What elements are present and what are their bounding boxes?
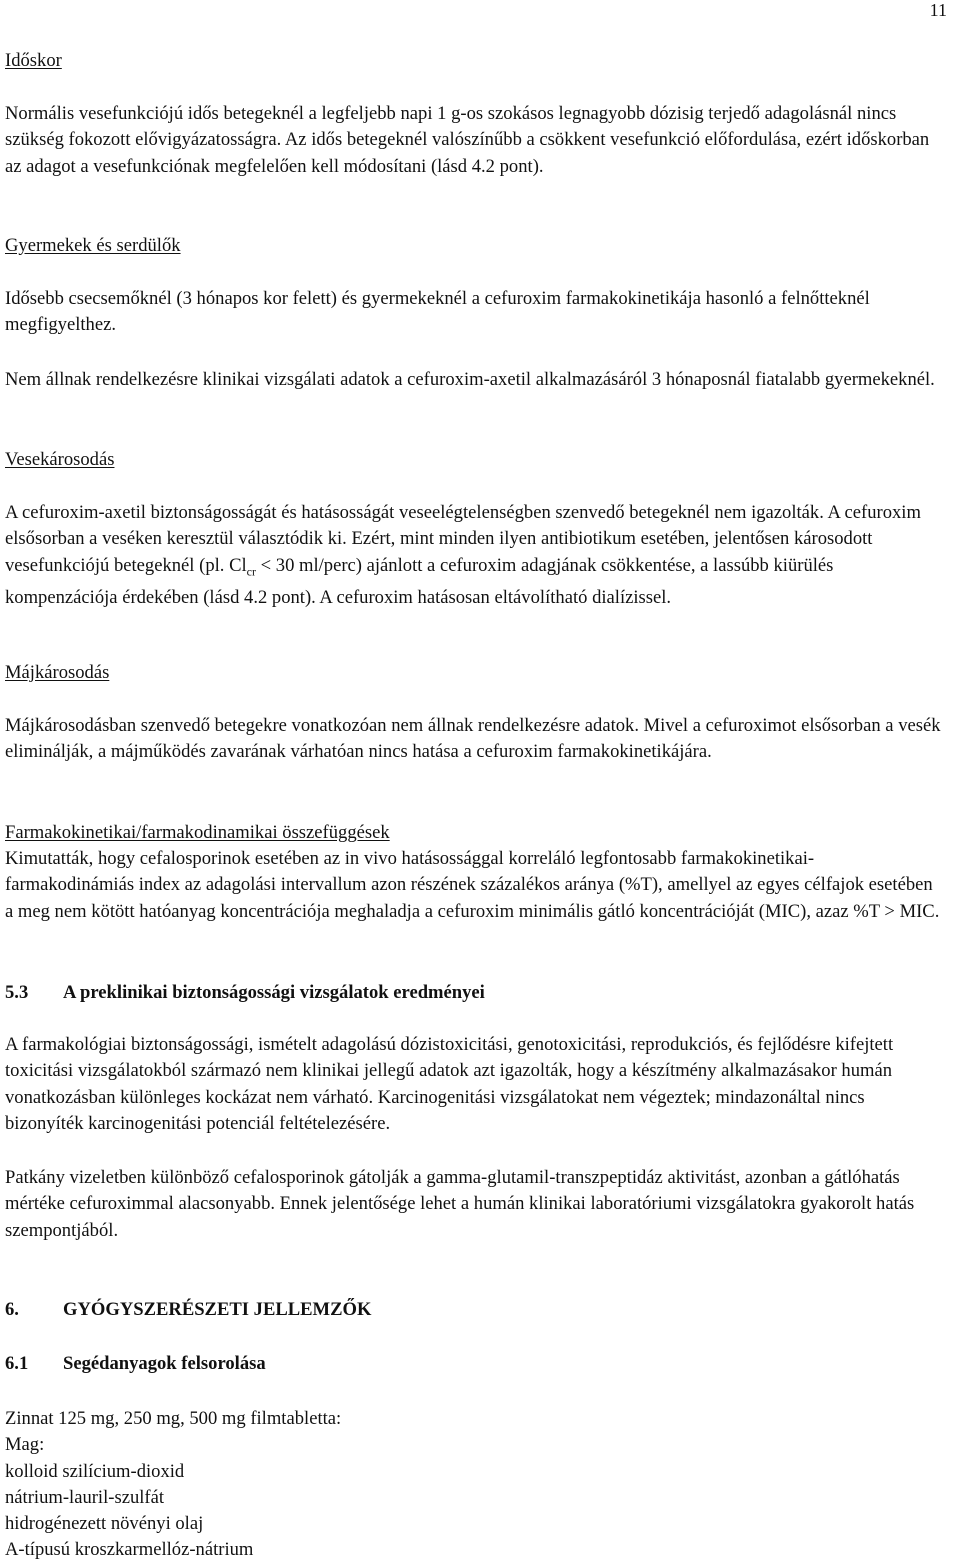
section-title: Segédanyagok felsorolása (63, 1353, 266, 1374)
paragraph-vesekarosodas (5, 500, 942, 611)
heading-pkpd: Farmakokinetikai/farmakodinamikai összefüggések (5, 822, 390, 843)
paragraph-majkarosodas: Májkárosodásban szenvedő betegekre vonatkozóan nem állnak rendelkezésre adatok. Mivel a cefuroximot elsősorban a vesék eliminálják, a májműködés zavarának várhatóan nincs hatása a cefuroxim farmakokinetikájára. (5, 715, 941, 763)
section-6-heading (5, 1297, 942, 1323)
section-number: 6.1 (5, 1353, 29, 1374)
paragraph-gyermekek-1: Idősebb csecsemőknél (3 hónapos kor felett) és gyermekeknél a cefuroxim farmakokinetikája hasonló a felnőtteknél megfigyelthez. (5, 288, 870, 336)
section-6-1-heading (5, 1351, 942, 1377)
section-number: 6. (5, 1299, 19, 1320)
section-title: GYÓGYSZERÉSZETI JELLEMZŐK (63, 1299, 372, 1320)
paragraph-idoskor: Normális vesefunkciójú idős betegeknél a legfeljebb napi 1 g-os szokásos legnagyobb dózisig terjedő adagolásnál nincs szükség fokozott elővigyázatosságra. Az idős betegeknél valószínűbb a csökkent vesefunkció előfordulása, ezért időskorban az adagot a vesefunkciónak megfelelően kell módosítani (lásd 4.2 pont). (5, 103, 930, 177)
section-5-3-heading (5, 980, 942, 1006)
vese-text-a: A cefuroxim-axetil biztonságosságát és hatásosságát veseelégtelenségben szenvedő betegeknél nem igazolták. A cefuroxim elsősorban a veséken keresztül választódik ki. Ezért, mint minden ilyen antibiotikum esetében, jelentősen károsodott vesefunkciójú betegeknél (pl. Cl (5, 502, 921, 576)
list-item: Zinnat 125 mg, 250 mg, 500 mg filmtabletta: (5, 1408, 342, 1429)
heading-idoskor: Időskor (5, 50, 62, 71)
paragraph-preklinikai-1: A farmakológiai biztonságossági, ismételt adagolású dózistoxicitási, genotoxicitási, reprodukciós, és fejlődésre kifejtett toxicitási vizsgálatokból származó nem klinikai jellegű adatok azt igazolták, hogy a készítmény alkalmazásakor humán vonatkozásban különleges kockázat nem várható. Karcinogenitási vizsgálatokat nem végeztek; mindazonáltal nincs bizonyíték karcinogenitási potenciál feltételezésére. (5, 1034, 894, 1134)
list-item: A-típusú kroszkarmellóz-nátrium (5, 1539, 254, 1561)
vese-text-b: < 30 ml/perc) ajánlott a cefuroxim adagjának csökkentése, a lassúbb kiürülés kompenzációja érdekében (lásd 4.2 pont). A cefuroxim hatásosan eltávolítható dialízissel. (5, 554, 834, 608)
excipient-list (5, 1406, 341, 1564)
heading-gyermekek: Gyermekek és serdülők (5, 235, 181, 256)
section-number: 5.3 (5, 982, 29, 1003)
paragraph-pkpd: Kimutatták, hogy cefalosporinok esetében az in vivo hatásossággal korreláló legfontosabb farmakokinetikai-farmakodinámiás index az adagolási intervallum azon részének százalékos aránya (%T), amellyel az egyes célfajok esetében a meg nem kötött hatóanyag koncentrációja meghaladja a cefuroxim minimális gátló koncentrációját (MIC), azaz %T > MIC. (5, 848, 940, 922)
paragraph-gyermekek-2: Nem állnak rendelkezésre klinikai vizsgálati adatok a cefuroxim-axetil alkalmazásáról 3 hónaposnál fiatalabb gyermekeknél. (5, 369, 935, 390)
page-number: 11 (929, 0, 947, 20)
list-item: hidrogénezett növényi olaj (5, 1513, 204, 1535)
list-item: nátrium-lauril-szulfát (5, 1486, 165, 1508)
paragraph-preklinikai-2: Patkány vizeletben különböző cefalosporinok gátolják a gamma-glutamil-transzpeptidáz aktivitást, azonban a gátlóhatás mértéke cefuroximmal alacsonyabb. Ennek jelentősége lehet a humán klinikai laboratóriumi vizsgálatokra gyakorolt hatás szempontjából. (5, 1167, 915, 1241)
list-item: Mag: (5, 1434, 45, 1456)
heading-majkarosodas: Májkárosodás (5, 662, 110, 683)
section-title: A preklinikai biztonságossági vizsgálatok eredményei (63, 982, 485, 1003)
clcr-subscript: cr (246, 564, 256, 579)
list-item: kolloid szilícium-dioxid (5, 1460, 185, 1482)
heading-vesekarosodas: Vesekárosodás (5, 449, 115, 470)
